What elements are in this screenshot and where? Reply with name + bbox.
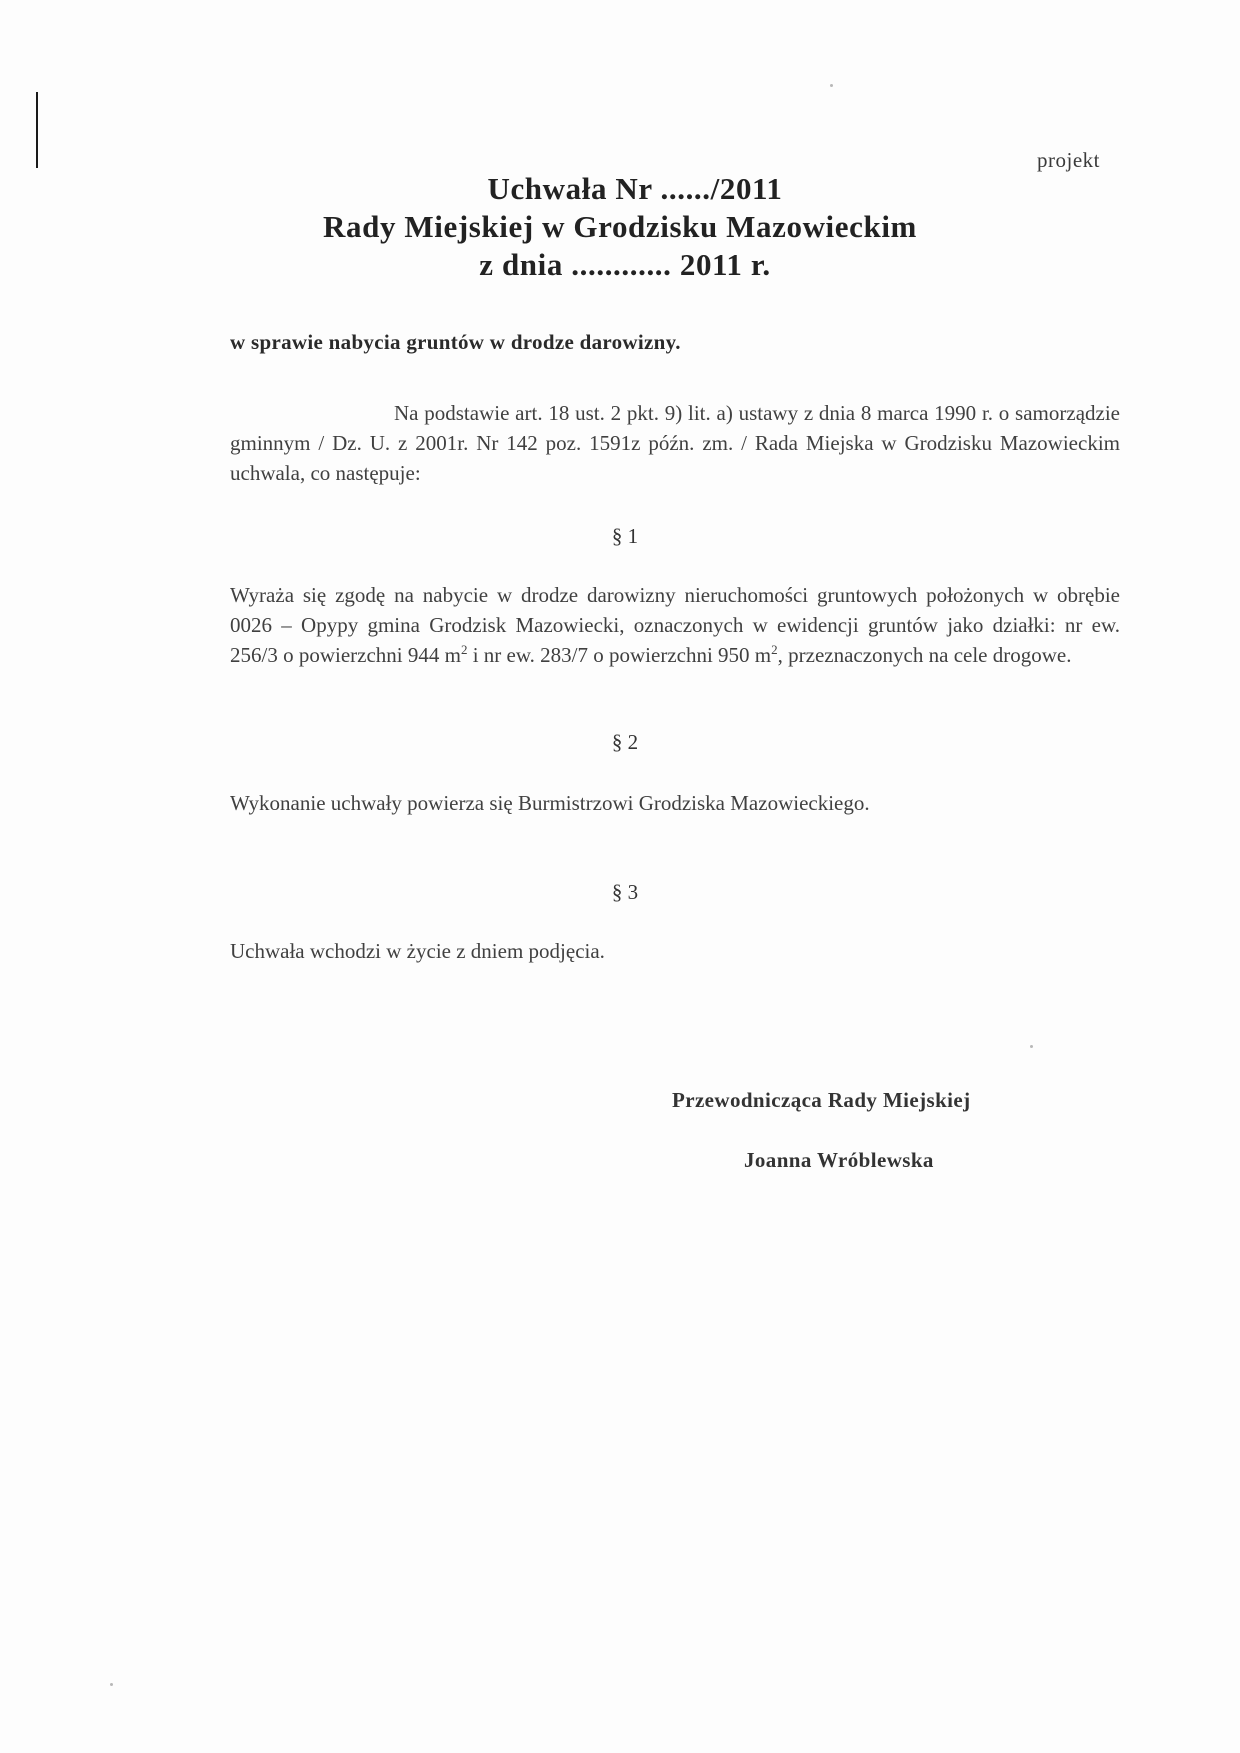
council-name: Rady Miejskiej w Grodzisku Mazowieckim [323, 209, 917, 244]
section-1-text-part: Wyraża się zgodę na nabycie w drodze darowizny nieruchomości gruntowych położonych w obrębie 0026 – Opypy gmina Grodzisk Mazowiecki, oznaczonych w ewidencji gruntów jako działki: nr ew. 256/3 o powierzchni 944 m [230, 583, 1120, 667]
section-1-text-part: , przeznaczonych na cele drogowe. [777, 643, 1072, 667]
scan-speck [1030, 1045, 1033, 1048]
resolution-title [0, 170, 1240, 284]
section-2-heading: § 2 [611, 730, 639, 754]
area-unit-superscript: 2 [460, 642, 468, 657]
section-3-text: Uchwała wchodzi w życie z dniem podjęcia. [230, 939, 605, 963]
section-2-text: Wykonanie uchwały powierza się Burmistrzowi Grodziska Mazowieckiego. [230, 791, 870, 815]
draft-status-label: projekt [1037, 148, 1100, 172]
section-1-heading: § 1 [611, 524, 639, 548]
signatory-role: Przewodnicząca Rady Miejskiej [672, 1088, 971, 1112]
resolution-date: z dnia ............ 2011 r. [479, 247, 771, 282]
area-unit-superscript: 2 [771, 642, 778, 657]
legal-basis-paragraph: Na podstawie art. 18 ust. 2 pkt. 9) lit. a) ustawy z dnia 8 marca 1990 r. o samorządzie gminnym / Dz. U. z 2001r. Nr 142 poz. 1591z późn. zm. / Rada Miejska w Grodzisku Mazowieckim uchwala, co następuje: [230, 401, 1120, 485]
section-1-text-part: i nr ew. 283/7 o powierzchni 950 m [467, 643, 772, 667]
section-3-heading: § 3 [611, 880, 639, 904]
scan-margin-mark [36, 92, 38, 168]
signatory-name: Joanna Wróblewska [744, 1148, 934, 1172]
section-1-text [230, 580, 1120, 670]
scan-speck [830, 84, 833, 87]
resolution-number: Uchwała Nr ....../2011 [487, 171, 783, 206]
scan-speck [110, 1683, 113, 1686]
resolution-subject: w sprawie nabycia gruntów w drodze darowizny. [230, 330, 681, 354]
